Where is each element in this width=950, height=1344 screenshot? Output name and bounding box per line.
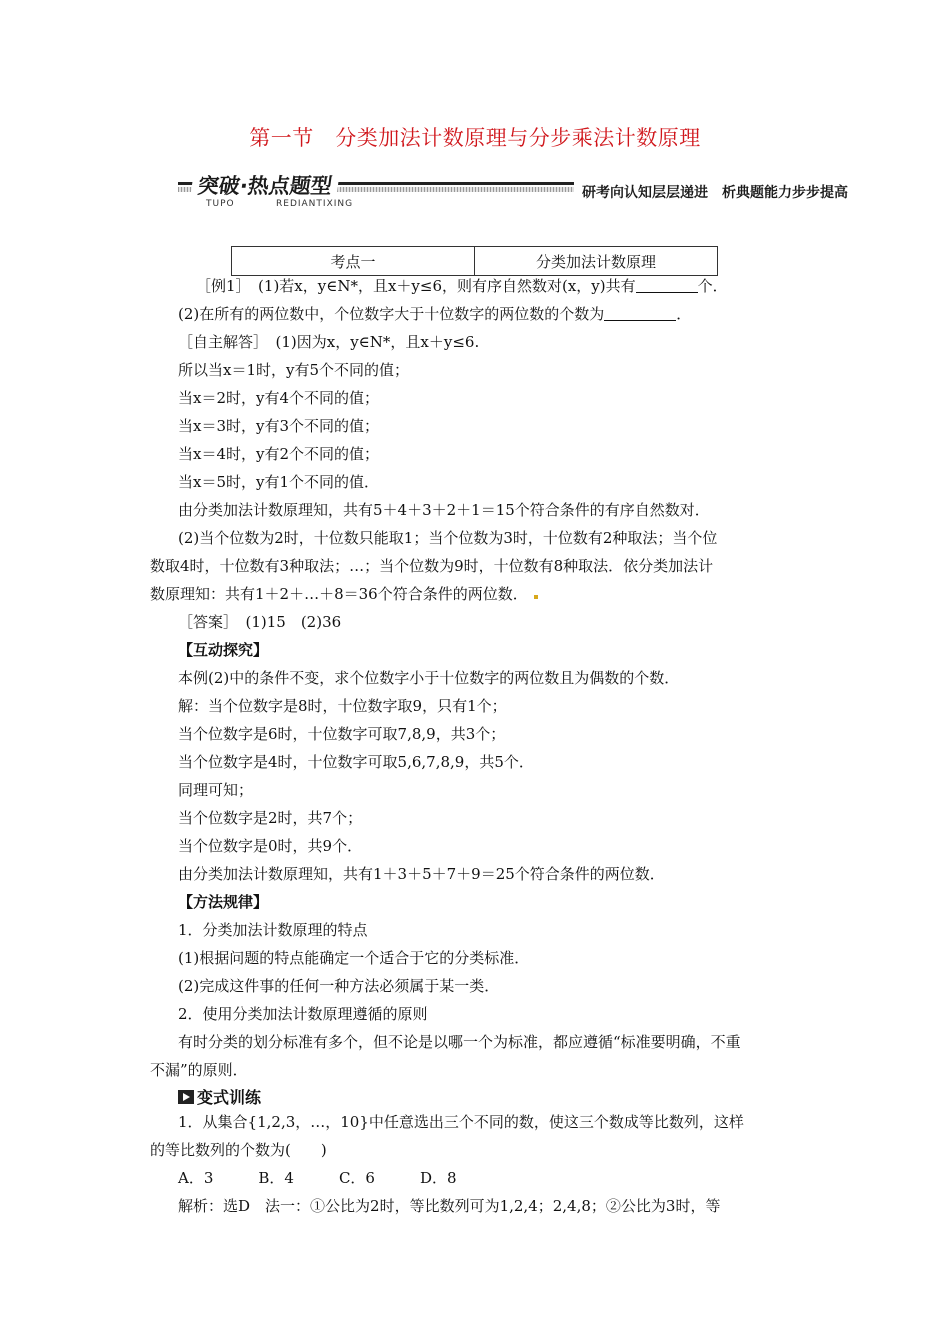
yellow-dot [534,595,538,599]
kaodian-topic: 分类加法计数原理 [474,247,717,275]
bianshi-line: 1．从集合{1,2,3，…，10}中任意选出三个不同的数，使这三个数成等比数列，这样 [178,1113,744,1131]
bianshi-heading-text: 变式训练 [197,1088,262,1107]
example-q2-tail: ． [676,305,692,323]
banner-pinyin-1: TUPO [206,199,235,209]
banner-pinyin-2: REDIANTIXING [276,199,354,209]
solution-line: 数取4时，十位数有3种取法；…；当个位数为9时，十位数有8种取法．依分类加法计 [150,557,714,575]
play-icon [178,1090,194,1104]
bianshi-choices: A．3 B．4 C．6 D．8 [178,1169,457,1187]
bianshi-line: 解析：选D 法一：①公比为2时，等比数列可为1,2,4；2,4,8；②公比为3时，等 [178,1197,721,1215]
example-q1-tail: 个． [697,277,728,295]
example-q1: ［例1］ (1)若x，y∈N*，且x＋y≤6，则有序自然数对(x，y)共有 [196,277,636,295]
hudong-line: 当个位数字是4时，十位数字可取5,6,7,8,9，共5个． [178,753,534,771]
fangfa-line: 不漏”的原则． [150,1061,248,1079]
kaodian-table [231,246,718,276]
fangfa-line: (2)完成这件事的任何一种方法必须属于某一类． [178,977,500,995]
hudong-line: 当个位数字是6时，十位数字可取7,8,9，共3个； [178,725,506,743]
solution-line: 当x＝5时，y有1个不同的值． [178,473,380,491]
solution-text: 数原理知：共有1＋2＋…＋8＝36个符合条件的两位数． [150,585,528,603]
document-title: 第一节 分类加法计数原理与分步乘法计数原理 [249,126,701,150]
kaodian-label: 考点一 [330,252,376,271]
solution-line: 当x＝4时，y有2个不同的值； [178,445,380,463]
solution-line: ［自主解答］ (1)因为x，y∈N*，且x＋y≤6. [178,333,480,351]
fangfa-line: 1．分类加法计数原理的特点 [178,921,368,939]
fangfa-line: 2．使用分类加法计数原理遵循的原则 [178,1005,428,1023]
banner-slogan: 研考向认知层层递进 析典题能力步步提高 [574,182,848,202]
solution-line: 当x＝3时，y有3个不同的值； [178,417,380,435]
answer-blank-1 [636,278,698,293]
hudong-line: 当个位数字是2时，共7个； [178,809,363,827]
bianshi-line: 的等比数列的个数为( ) [150,1141,327,1159]
banner-heading: 突破·热点题型 [190,170,340,200]
example-line-1 [196,276,728,296]
bianshi-heading [178,1085,261,1108]
hudong-line: 由分类加法计数原理知，共有1＋3＋5＋7＋9＝25个符合条件的两位数． [178,865,665,883]
hudong-line: 本例(2)中的条件不变，求个位数字小于十位数字的两位数且为偶数的个数． [178,669,680,687]
answer-line: ［答案］ (1)15 (2)36 [178,613,342,631]
example-q2: (2)在所有的两位数中，个位数字大于十位数字的两位数的个数为 [178,305,605,323]
hudong-line: 当个位数字是0时，共9个． [178,837,363,855]
solution-line: 由分类加法计数原理知，共有5＋4＋3＋2＋1＝15个符合条件的有序自然数对． [178,501,710,519]
hudong-line: 同理可知； [178,781,254,799]
example-line-2 [178,304,691,324]
hudong-line: 解：当个位数字是8时，十位数字取9，只有1个； [178,697,507,715]
solution-line: 所以当x＝1时，y有5个不同的值； [178,361,410,379]
solution-line: 当x＝2时，y有4个不同的值； [178,389,380,407]
fangfa-line: 有时分类的划分标准有多个，但不论是以哪一个为标准，都应遵循“标准要明确，不重 [178,1033,741,1051]
section-banner [178,170,848,212]
fangfa-line: (1)根据问题的特点能确定一个适合于它的分类标准． [178,949,530,967]
solution-line-last [150,584,538,604]
answer-blank-2 [604,306,676,321]
hudong-heading: 【互动探究】 [178,641,269,659]
fangfa-heading: 【方法规律】 [178,893,269,911]
solution-line: (2)当个位数为2时，十位数只能取1；当个位数为3时，十位数有2种取法；当个位 [178,529,718,547]
